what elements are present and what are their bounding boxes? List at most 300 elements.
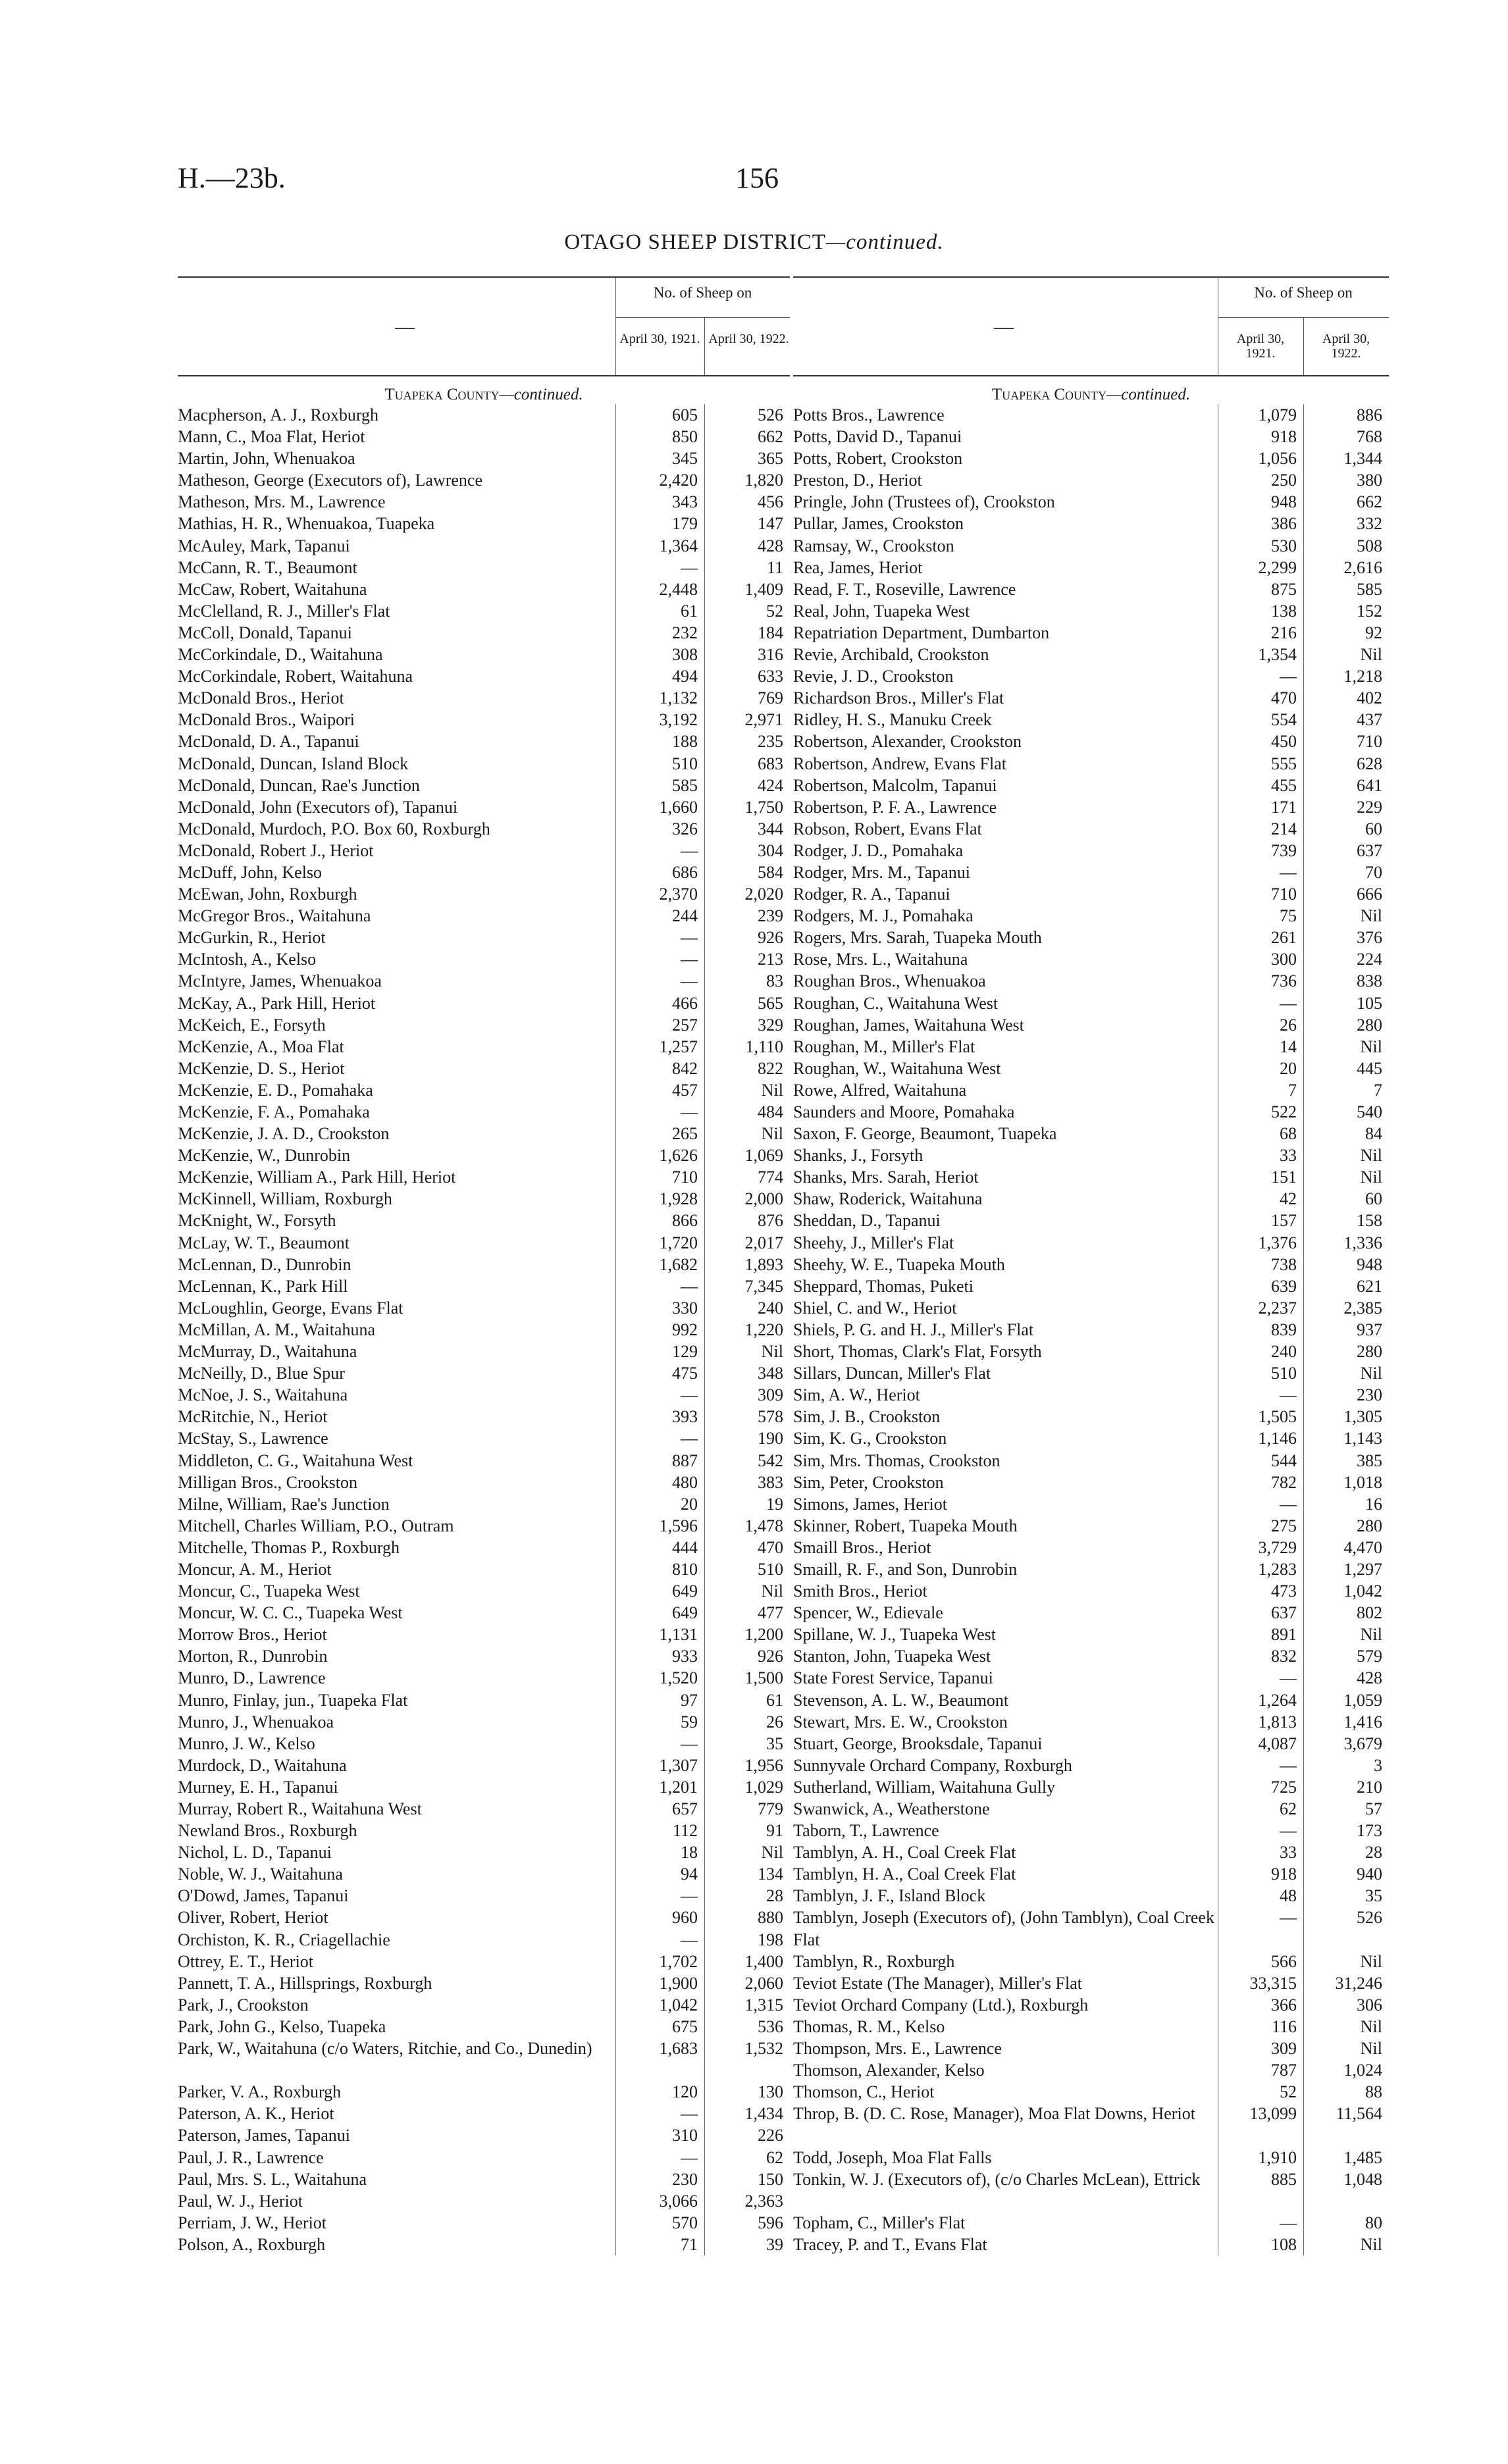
sheep-1922: 508 xyxy=(1357,536,1382,555)
sheep-1922: 1,110 xyxy=(745,1037,783,1056)
table-row xyxy=(178,1667,790,1689)
table-row xyxy=(793,535,1389,557)
table-row xyxy=(793,1515,1389,1537)
sheep-1922: 2,020 xyxy=(744,885,783,904)
sheep-1922: 2,060 xyxy=(744,1973,783,1993)
sheep-1921: 7 xyxy=(1288,1080,1297,1100)
sheep-1922: 147 xyxy=(758,514,783,534)
owner-name: McDonald, Duncan, Island Block xyxy=(178,754,409,773)
table-row xyxy=(178,600,790,622)
table-row xyxy=(793,2212,1389,2234)
owner-name: Repatriation Department, Dumbarton xyxy=(793,623,1050,642)
table-row xyxy=(178,1689,790,1711)
sheep-1922: 7 xyxy=(1374,1080,1382,1100)
left-table-header xyxy=(178,276,790,376)
sheep-1921: 157 xyxy=(1271,1211,1297,1231)
table-row xyxy=(178,2016,790,2038)
owner-name: Tracey, P. and T., Evans Flat xyxy=(793,2234,987,2254)
sheep-1922: Nil xyxy=(1360,1037,1382,1056)
owner-name: Noble, W. J., Waitahuna xyxy=(178,1864,343,1884)
sheep-1922: 88 xyxy=(1365,2082,1382,2102)
table-row xyxy=(178,840,790,861)
owner-name: Rose, Mrs. L., Waitahuna xyxy=(793,950,968,969)
sheep-1922: 7,345 xyxy=(744,1276,783,1296)
sheep-1921: 1,928 xyxy=(659,1189,698,1209)
sheep-1922: 385 xyxy=(1357,1450,1382,1470)
table-row xyxy=(178,1036,790,1058)
sheep-1921: — xyxy=(1280,1668,1297,1688)
sheep-1922: 937 xyxy=(1357,1320,1382,1339)
table-row xyxy=(793,1994,1389,2016)
sheep-1922: 229 xyxy=(1357,797,1382,817)
sheep-1922: 150 xyxy=(758,2169,783,2189)
owner-name: McNeilly, D., Blue Spur xyxy=(178,1364,345,1383)
owner-name: Matheson, George (Executors of), Lawrence xyxy=(178,471,482,490)
sheep-1922: 1,956 xyxy=(744,1755,783,1775)
table-row xyxy=(178,426,790,448)
table-row xyxy=(793,1036,1389,1058)
owner-name: Potts, David D., Tapanui xyxy=(793,427,962,447)
sheep-1921: 710 xyxy=(1271,885,1297,904)
owner-name: Read, F. T., Roseville, Lawrence xyxy=(793,579,1016,599)
table-row xyxy=(178,2103,790,2124)
sheep-1921: — xyxy=(681,1886,698,1906)
table-row xyxy=(793,1166,1389,1188)
owner-name: Park, W., Waitahuna (c/o Waters, Ritchie, and Co., Dunedin) xyxy=(178,2039,592,2059)
sheep-1921: 171 xyxy=(1271,797,1297,817)
owner-name: Thomas, R. M., Kelso xyxy=(793,2016,945,2036)
table-row xyxy=(793,1537,1389,1558)
table-row xyxy=(793,2059,1389,2081)
table-row xyxy=(793,883,1389,905)
sheep-1921: 261 xyxy=(1271,928,1297,948)
table-row xyxy=(178,1929,790,1951)
sheep-1921: 839 xyxy=(1271,1320,1297,1339)
sheep-1922: 134 xyxy=(758,1864,783,1884)
sheep-1921: 1,364 xyxy=(659,536,698,555)
table-row xyxy=(178,1297,790,1319)
sheep-1921: 510 xyxy=(672,754,698,773)
owner-name: McDonald, Murdoch, P.O. Box 60, Roxburgh xyxy=(178,819,490,838)
sheep-1921: — xyxy=(1280,862,1297,882)
sheep-1921: 3,066 xyxy=(659,2191,698,2211)
sheep-count-group-header: No. of Sheep on xyxy=(653,284,752,301)
table-row xyxy=(793,2234,1389,2255)
owner-name: McKenzie, A., Moa Flat xyxy=(178,1037,344,1056)
owner-name: Paterson, James, Tapanui xyxy=(178,2126,350,2145)
sheep-1922: Nil xyxy=(1360,2016,1382,2036)
sheep-1922: 710 xyxy=(1357,732,1382,752)
right-table-header xyxy=(793,276,1389,376)
table-row xyxy=(178,1972,790,1994)
table-row xyxy=(793,1755,1389,1776)
sheep-1922: 1,218 xyxy=(1343,667,1382,686)
sheep-1922: 1,059 xyxy=(1343,1690,1382,1710)
sheep-1921: 230 xyxy=(672,2169,698,2189)
owner-name: Milligan Bros., Crookston xyxy=(178,1472,358,1492)
table-row xyxy=(178,1144,790,1166)
table-row xyxy=(793,1275,1389,1297)
sheep-1921: — xyxy=(681,928,698,948)
owner-name: Sheddan, D., Tapanui xyxy=(793,1211,941,1231)
sheep-1921: 112 xyxy=(672,1821,698,1841)
table-row xyxy=(178,2081,790,2103)
sheep-1922: 39 xyxy=(766,2234,783,2254)
sheep-1922: 3,679 xyxy=(1343,1733,1382,1753)
sheep-1921: 480 xyxy=(672,1472,698,1492)
sheep-1921: 510 xyxy=(1271,1364,1297,1383)
sheep-1922: 662 xyxy=(758,427,783,447)
sheep-1922: 61 xyxy=(766,1690,783,1710)
owner-name: McIntosh, A., Kelso xyxy=(178,950,317,969)
sheep-1922: 596 xyxy=(758,2213,783,2232)
sheep-1921: 214 xyxy=(1271,819,1297,838)
owner-name: Mitchell, Charles William, P.O., Outram xyxy=(178,1516,454,1535)
table-row xyxy=(178,687,790,709)
table-row xyxy=(793,1863,1389,1885)
table-row xyxy=(178,1275,790,1297)
sheep-1921: 605 xyxy=(672,405,698,424)
owner-name: Matheson, Mrs. M., Lawrence xyxy=(178,492,386,512)
sheep-1922: 60 xyxy=(1365,1189,1382,1209)
table-row xyxy=(178,1210,790,1231)
sheep-1922: 540 xyxy=(1357,1102,1382,1121)
sheep-1921: 129 xyxy=(672,1342,698,1362)
sheep-1921: — xyxy=(1280,1908,1297,1928)
owner-name: McDonald, Robert J., Heriot xyxy=(178,840,374,860)
sheep-1922: 2,017 xyxy=(744,1233,783,1252)
table-row xyxy=(793,491,1389,513)
county-continued: —continued. xyxy=(1106,386,1191,403)
sheep-1922: 565 xyxy=(758,993,783,1013)
owner-name: McDonald Bros., Heriot xyxy=(178,688,344,708)
col-1921-header: April 30, 1921. xyxy=(619,332,700,346)
left-rows xyxy=(178,404,790,2255)
sheep-1922: Nil xyxy=(761,1581,783,1601)
sheep-1922: 880 xyxy=(758,1908,783,1928)
table-row xyxy=(178,1733,790,1755)
sheep-1922: 1,315 xyxy=(744,1995,783,2015)
sheep-1921: 52 xyxy=(1280,2082,1297,2102)
sheep-1921: 300 xyxy=(1271,950,1297,969)
table-row xyxy=(178,1515,790,1537)
sheep-1921: 1,264 xyxy=(1258,1690,1297,1710)
owner-name: Perriam, J. W., Heriot xyxy=(178,2213,327,2232)
owner-name: Stuart, George, Brooksdale, Tapanui xyxy=(793,1733,1043,1753)
owner-name: Thomson, Alexander, Kelso xyxy=(793,2061,985,2080)
owner-name: Munro, J., Whenuakoa xyxy=(178,1712,334,1732)
sheep-1922: 1,018 xyxy=(1343,1472,1382,1492)
table-row xyxy=(178,2038,790,2081)
table-row xyxy=(793,1689,1389,1711)
table-row xyxy=(793,1319,1389,1341)
sheep-1922: 28 xyxy=(766,1886,783,1906)
table-row xyxy=(178,1994,790,2016)
sheep-1922: 60 xyxy=(1365,819,1382,838)
table-row xyxy=(793,753,1389,775)
table-row xyxy=(793,1645,1389,1667)
table-row xyxy=(178,1450,790,1472)
owner-name: Sheppard, Thomas, Puketi xyxy=(793,1276,974,1296)
sheep-1921: 1,079 xyxy=(1258,405,1297,424)
sheep-1921: 1,660 xyxy=(659,797,698,817)
table-row xyxy=(793,1820,1389,1841)
sheep-1922: 316 xyxy=(758,645,783,665)
table-row xyxy=(793,1711,1389,1733)
owner-name: Revie, J. D., Crookston xyxy=(793,667,954,686)
sheep-1922: 306 xyxy=(1357,1995,1382,2015)
col-1922-header: April 30, 1922. xyxy=(708,332,789,346)
sheep-1921: 832 xyxy=(1271,1647,1297,1666)
sheep-1921: 386 xyxy=(1271,514,1297,534)
sheep-1921: 649 xyxy=(672,1603,698,1623)
sheep-1922: 484 xyxy=(758,1102,783,1121)
owner-name: McLoughlin, George, Evans Flat xyxy=(178,1298,403,1318)
sheep-1922: 240 xyxy=(758,1298,783,1318)
owner-name: McKenzie, William A., Park Hill, Heriot xyxy=(178,1168,456,1187)
sheep-1922: 348 xyxy=(758,1364,783,1383)
sheep-1922: 578 xyxy=(758,1407,783,1427)
sheep-1921: 116 xyxy=(1271,2016,1297,2036)
sheep-1922: 536 xyxy=(758,2016,783,2036)
owner-name: McKeich, E., Forsyth xyxy=(178,1015,326,1035)
sheep-1921: 330 xyxy=(672,1298,698,1318)
sheep-1921: 738 xyxy=(1271,1254,1297,1274)
owner-name: Smith Bros., Heriot xyxy=(793,1581,927,1601)
sheep-1922: 940 xyxy=(1357,1864,1382,1884)
sheep-1921: 992 xyxy=(672,1320,698,1339)
owner-name: McKenzie, D. S., Heriot xyxy=(178,1058,345,1078)
owner-name: Swanwick, A., Weatherstone xyxy=(793,1799,990,1818)
sheep-1922: 926 xyxy=(758,928,783,948)
sheep-1921: 1,813 xyxy=(1258,1712,1297,1732)
sheep-1922: 1,297 xyxy=(1343,1559,1382,1579)
sheep-1922: 445 xyxy=(1357,1058,1382,1078)
table-row xyxy=(793,2169,1389,2212)
sheep-1922: 11,564 xyxy=(1336,2104,1382,2124)
table-row xyxy=(178,970,790,992)
sheep-1922: 70 xyxy=(1365,862,1382,882)
sheep-1921: 1,131 xyxy=(659,1625,698,1645)
table-row xyxy=(178,796,790,818)
owner-name: Stewart, Mrs. E. W., Crookston xyxy=(793,1712,1008,1732)
sheep-1922: 876 xyxy=(758,1211,783,1231)
sheep-1921: 686 xyxy=(672,862,698,882)
owner-name: Thomson, C., Heriot xyxy=(793,2082,935,2102)
sheep-1922: Nil xyxy=(1360,2039,1382,2059)
table-row xyxy=(178,448,790,469)
title-continued: —continued. xyxy=(825,230,944,254)
sheep-1922: 344 xyxy=(758,819,783,838)
owner-name: Tamblyn, H. A., Coal Creek Flat xyxy=(793,1864,1016,1884)
owner-name: Shiels, P. G. and H. J., Miller's Flat xyxy=(793,1320,1034,1339)
sheep-1921: 3,192 xyxy=(659,710,698,730)
table-row xyxy=(793,687,1389,709)
sheep-1921: 494 xyxy=(672,667,698,686)
table-row xyxy=(793,1014,1389,1036)
owner-name: Rogers, Mrs. Sarah, Tuapeka Mouth xyxy=(793,928,1042,948)
table-row xyxy=(793,1798,1389,1820)
sheep-1922: 52 xyxy=(766,601,783,621)
sheep-1922: 641 xyxy=(1357,775,1382,795)
sheep-1921: 1,520 xyxy=(659,1668,698,1688)
table-row xyxy=(178,927,790,948)
sheep-1922: Nil xyxy=(761,1342,783,1362)
sheep-1921: 842 xyxy=(672,1058,698,1078)
table-row xyxy=(178,1907,790,1928)
sheep-1921: 18 xyxy=(681,1843,698,1862)
owner-name: McCaw, Robert, Waitahuna xyxy=(178,579,367,599)
table-row xyxy=(793,644,1389,665)
owner-name: Sutherland, William, Waitahuna Gully xyxy=(793,1777,1056,1797)
table-row xyxy=(793,948,1389,970)
name-column-header: — xyxy=(994,316,1014,338)
table-row xyxy=(178,1755,790,1776)
sheep-1922: 456 xyxy=(758,492,783,512)
sheep-1922: 1,434 xyxy=(744,2104,783,2124)
name-column-header: — xyxy=(395,316,415,338)
table-row xyxy=(793,1188,1389,1210)
sheep-1921: 466 xyxy=(672,993,698,1013)
table-row xyxy=(793,1384,1389,1406)
sheep-1922: 926 xyxy=(758,1647,783,1666)
owner-name: McLay, W. T., Beaumont xyxy=(178,1233,350,1252)
sheep-1921: — xyxy=(1280,993,1297,1013)
sheep-1922: 1,069 xyxy=(744,1146,783,1166)
table-row xyxy=(178,992,790,1014)
sheep-1921: 188 xyxy=(672,732,698,752)
owner-name: Pannett, T. A., Hillsprings, Roxburgh xyxy=(178,1973,432,1993)
table-row xyxy=(178,1384,790,1406)
owner-name: McRitchie, N., Heriot xyxy=(178,1407,328,1427)
owner-name: Munro, Finlay, jun., Tuapeka Flat xyxy=(178,1690,408,1710)
sheep-1922: 84 xyxy=(1365,1124,1382,1144)
sheep-1922: 526 xyxy=(1357,1908,1382,1928)
sheep-1921: — xyxy=(1280,1821,1297,1841)
sheep-1921: 1,056 xyxy=(1258,449,1297,469)
sheep-1921: 1,307 xyxy=(659,1755,698,1775)
sheep-1922: 774 xyxy=(758,1168,783,1187)
table-row xyxy=(178,644,790,665)
sheep-1922: 1,344 xyxy=(1343,449,1382,469)
owner-name: Robertson, Alexander, Crookston xyxy=(793,732,1022,752)
table-row xyxy=(178,1406,790,1427)
sheep-1921: — xyxy=(681,1733,698,1753)
owner-name: Simons, James, Heriot xyxy=(793,1494,947,1514)
sheep-1922: 579 xyxy=(1357,1647,1382,1666)
sheep-1922: 1,409 xyxy=(744,579,783,599)
sheep-1922: 1,893 xyxy=(744,1254,783,1274)
table-row xyxy=(178,2124,790,2146)
sheep-1922: 1,400 xyxy=(744,1951,783,1971)
sheep-1921: 232 xyxy=(672,623,698,642)
sheep-1921: 179 xyxy=(672,514,698,534)
sheep-1921: 3,729 xyxy=(1258,1537,1297,1557)
owner-name: McStay, S., Lawrence xyxy=(178,1429,328,1449)
owner-name: McMurray, D., Waitahuna xyxy=(178,1342,357,1362)
owner-name: Morton, R., Dunrobin xyxy=(178,1647,328,1666)
sheep-1921: — xyxy=(681,2147,698,2167)
sheep-1921: 250 xyxy=(1271,471,1297,490)
sheep-1921: 554 xyxy=(1271,710,1297,730)
table-row xyxy=(178,1319,790,1341)
sheep-1922: 428 xyxy=(1357,1668,1382,1688)
table-row xyxy=(178,665,790,687)
table-row xyxy=(178,1841,790,1863)
owner-name: Roughan, W., Waitahuna West xyxy=(793,1058,1001,1078)
owner-name: Sunnyvale Orchard Company, Roxburgh xyxy=(793,1755,1072,1775)
sheep-1921: 891 xyxy=(1271,1625,1297,1645)
page-number: 156 xyxy=(735,162,779,194)
table-row xyxy=(793,796,1389,818)
sheep-1922: 19 xyxy=(766,1494,783,1514)
table-row xyxy=(793,1427,1389,1449)
sheep-1921: 1,257 xyxy=(659,1037,698,1056)
sheep-1921: — xyxy=(1280,1755,1297,1775)
owner-name: McCann, R. T., Beaumont xyxy=(178,557,357,577)
sheep-1921: 94 xyxy=(681,1864,698,1884)
owner-name: Murdock, D., Waitahuna xyxy=(178,1755,347,1775)
owner-name: Potts, Robert, Crookston xyxy=(793,449,963,469)
owner-name: McCorkindale, D., Waitahuna xyxy=(178,645,383,665)
owner-name: McDonald, Duncan, Rae's Junction xyxy=(178,775,420,795)
owner-name: Moncur, A. M., Heriot xyxy=(178,1559,332,1579)
sheep-1921: 450 xyxy=(1271,732,1297,752)
sheep-1921: 71 xyxy=(681,2234,698,2254)
owner-name: O'Dowd, James, Tapanui xyxy=(178,1886,349,1906)
owner-name: Sim, K. G., Crookston xyxy=(793,1429,947,1449)
owner-name: Shanks, Mrs. Sarah, Heriot xyxy=(793,1168,979,1187)
table-row xyxy=(178,1079,790,1101)
sheep-1922: 210 xyxy=(1357,1777,1382,1797)
sheep-1922: 80 xyxy=(1365,2213,1382,2232)
owner-name: Shaw, Roderick, Waitahuna xyxy=(793,1189,983,1209)
table-row xyxy=(793,1493,1389,1515)
owner-name: Paterson, A. K., Heriot xyxy=(178,2104,334,2124)
table-row xyxy=(793,426,1389,448)
sheep-1921: 875 xyxy=(1271,579,1297,599)
table-row xyxy=(793,775,1389,796)
table-row xyxy=(793,1079,1389,1101)
owner-name: Park, John G., Kelso, Tuapeka xyxy=(178,2016,386,2036)
owner-name: Munro, D., Lawrence xyxy=(178,1668,326,1688)
sheep-1921: — xyxy=(1280,2213,1297,2232)
owner-name: McEwan, John, Roxburgh xyxy=(178,885,357,904)
sheep-1922: 239 xyxy=(758,906,783,926)
owner-name: Paul, J. R., Lawrence xyxy=(178,2147,324,2167)
sheep-1921: 108 xyxy=(1271,2234,1297,2254)
table-row xyxy=(178,1645,790,1667)
sheep-1921: 244 xyxy=(672,906,698,926)
sheep-1921: 1,376 xyxy=(1258,1233,1297,1252)
sheep-1922: Nil xyxy=(1360,906,1382,926)
document-reference: H.—23b. xyxy=(178,162,286,194)
table-row xyxy=(178,948,790,970)
sheep-1921: — xyxy=(681,1930,698,1949)
owner-name: Short, Thomas, Clark's Flat, Forsyth xyxy=(793,1342,1042,1362)
table-row xyxy=(793,2103,1389,2146)
owner-name: McIntyre, James, Whenuakoa xyxy=(178,971,382,991)
sheep-1922: Nil xyxy=(1360,1951,1382,1971)
sheep-1922: 1,220 xyxy=(744,1320,783,1339)
owner-name: Ramsay, W., Crookston xyxy=(793,536,954,555)
table-row xyxy=(178,905,790,927)
table-row xyxy=(178,1166,790,1188)
sheep-1921: 75 xyxy=(1280,906,1297,926)
sheep-1922: 1,532 xyxy=(744,2039,783,2059)
sheep-1921: — xyxy=(681,971,698,991)
owner-name: Taborn, T., Lawrence xyxy=(793,1821,939,1841)
